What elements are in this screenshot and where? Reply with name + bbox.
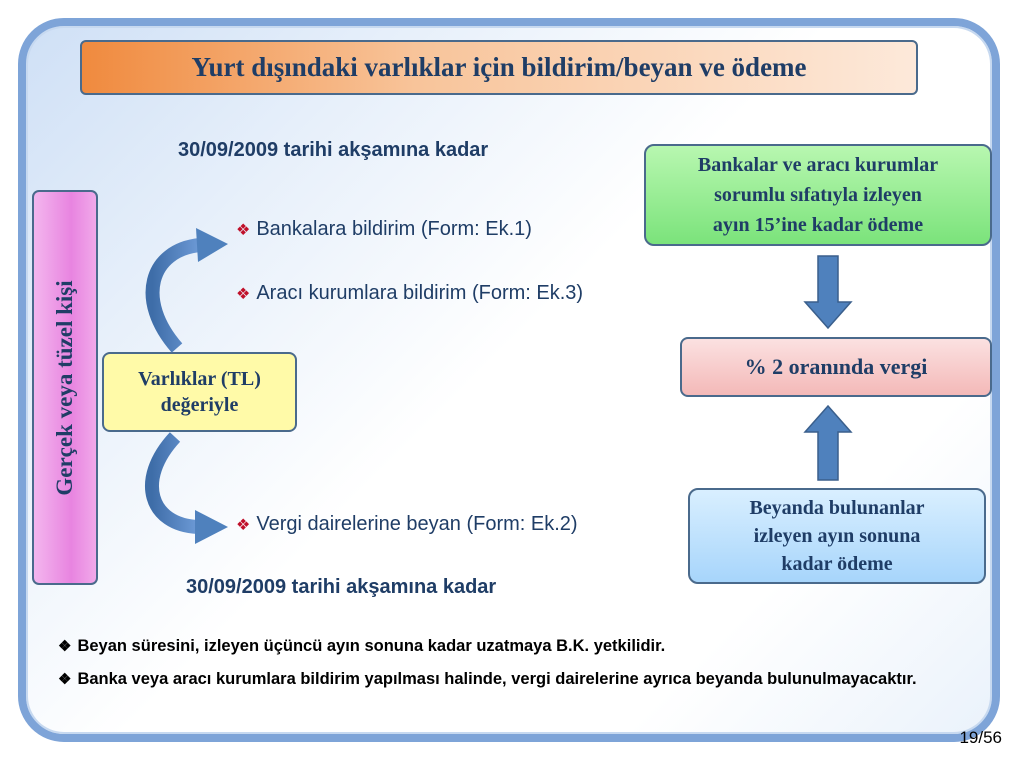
arrow-down-icon [805, 256, 851, 328]
banks-line-3: ayın 15’ine kadar ödeme [712, 214, 924, 236]
declarants-line-1: Beyanda bulunanlar [749, 497, 925, 519]
notes [58, 634, 958, 692]
curved-arrow-up-head-icon [196, 228, 228, 262]
item-text-tax-offices: Vergi dairelerine beyan (Form: Ek.2) [256, 513, 578, 535]
item-text-banks: Bankalara bildirim (Form: Ek.1) [256, 218, 532, 240]
curved-arrow-down-icon [152, 437, 198, 527]
page-number: 19/56 [959, 728, 1002, 747]
item-text-intermediaries: Aracı kurumlara bildirim (Form: Ek.3) [256, 282, 584, 304]
diamond-bullet-icon: ❖ [236, 517, 251, 534]
tax-rate-label: % 2 oranında vergi [744, 354, 928, 379]
person-label: Gerçek veya tüzel kişi [52, 279, 77, 496]
note-item [58, 634, 958, 659]
declarants-line-2: izleyen ayın sonuna [753, 525, 921, 547]
assets-line-1: Varlıklar (TL) [138, 368, 261, 390]
banks-line-2: sorumlu sıfatıyla izleyen [714, 184, 922, 206]
date-label-top: 30/09/2009 tarihi akşamına kadar [178, 139, 489, 161]
diamond-bullet-icon: ❖ [236, 222, 251, 239]
diamond-bullet-icon: ❖ [58, 638, 72, 655]
curved-arrow-up-icon [153, 245, 200, 348]
curved-arrow-down-head-icon [195, 510, 228, 544]
note-item [58, 667, 958, 692]
diamond-bullet-icon: ❖ [236, 286, 251, 303]
banks-line-1: Bankalar ve aracı kurumlar [697, 154, 939, 176]
diamond-bullet-icon: ❖ [58, 671, 72, 688]
page-title: Yurt dışındaki varlıklar için bildirim/beyan ve ödeme [191, 52, 807, 82]
note-text-2: Banka veya aracı kurumlara bildirim yapılması halinde, vergi dairelerine ayrıca beyanda bulunulmayacaktır. [77, 670, 917, 688]
declarants-line-3: kadar ödeme [781, 553, 893, 575]
date-label-bottom: 30/09/2009 tarihi akşamına kadar [186, 576, 497, 598]
note-text-1: Beyan süresini, izleyen üçüncü ayın sonuna kadar uzatmaya B.K. yetkilidir. [77, 637, 666, 655]
assets-line-2: değeriyle [160, 394, 239, 416]
arrow-up-icon [805, 406, 851, 480]
